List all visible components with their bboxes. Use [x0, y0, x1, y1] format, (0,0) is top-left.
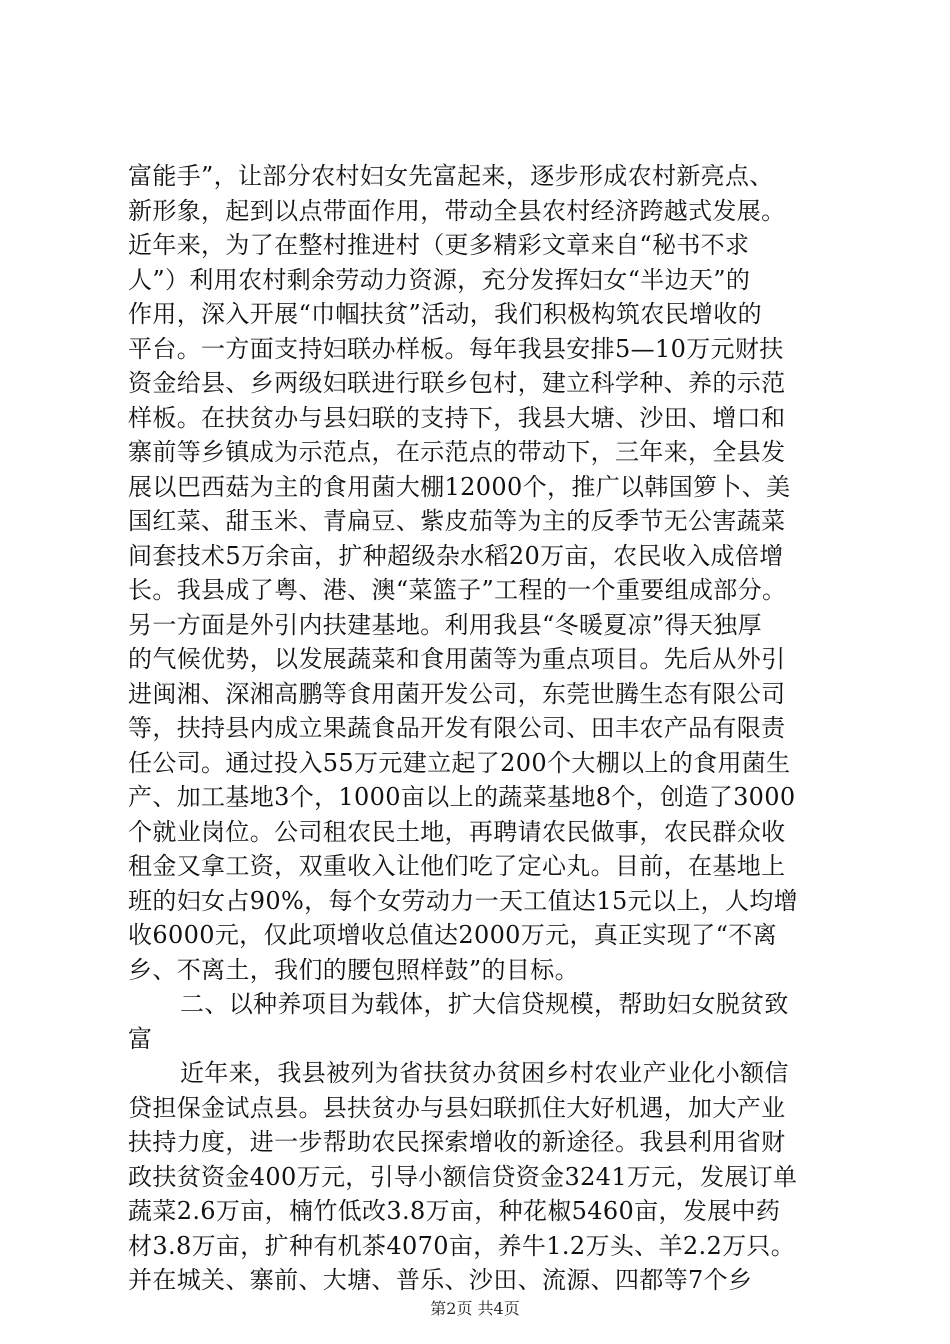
text-line: 样板。在扶贫办与县妇联的支持下，我县大塘、沙田、增口和	[128, 403, 786, 432]
text-line: 并在城关、寨前、大塘、普乐、沙田、流源、四都等7个乡	[128, 1266, 753, 1294]
text-line: 近年来，我县被列为省扶贫办贫困乡村农业产业化小额信	[180, 1059, 789, 1087]
text-line: 乡、不离土，我们的腰包照样鼓”的目标。	[128, 955, 579, 984]
text-line: 个就业岗位。公司租农民土地，再聘请农民做事，农民群众收	[128, 817, 786, 846]
text-line: 贷担保金试点县。县扶贫办与县妇联抓住大好机遇，加大产业	[128, 1093, 786, 1122]
text-line: 平台。一方面支持妇联办样板。每年我县安排5—10万元财扶	[128, 334, 784, 363]
text-line: 材3.8万亩，扩种有机茶4070亩，养牛1.2万头、羊2.2万只。	[128, 1231, 796, 1260]
text-line: 资金给县、乡两级妇联进行联乡包村，建立科学种、养的示范	[128, 369, 786, 397]
text-line: 作用，深入开展“巾帼扶贫”活动，我们积极构筑农民增收的	[128, 300, 762, 328]
text-line: 政扶贫资金400万元，引导小额信贷资金3241万元，发展订单	[128, 1162, 798, 1191]
text-line: 长。我县成了粤、港、澳“菜篮子”工程的一个重要组成部分。	[128, 576, 787, 604]
text-line: 展以巴西菇为主的食用菌大棚12000个，推广以韩国箩卜、美	[128, 472, 791, 501]
text-line: 班的妇女占90%，每个女劳动力一天工值达15元以上，人均增	[128, 886, 799, 915]
text-line: 进闽湘、深湘高鹏等食用菌开发公司，东莞世腾生态有限公司	[128, 679, 786, 708]
text-line: 国红菜、甜玉米、青扁豆、紫皮茄等为主的反季节无公害蔬菜	[128, 507, 786, 535]
text-line: 任公司。通过投入55万元建立起了200个大棚以上的食用菌生	[128, 748, 791, 777]
text-line: 等，扶持县内成立果蔬食品开发有限公司、田丰农产品有限责	[128, 714, 786, 742]
text-line: 蔬菜2.6万亩，楠竹低改3.8万亩，种花椒5460亩，发展中药	[128, 1197, 781, 1225]
page-footer	[0, 1299, 950, 1319]
text-line: 的气候优势，以发展蔬菜和食用菌等为重点项目。先后从外引	[128, 645, 786, 673]
text-line: 另一方面是外引内扶建基地。利用我县“冬暖夏凉”得天独厚	[128, 610, 762, 639]
text-line: 扶持力度，进一步帮助农民探索增收的新途径。我县利用省财	[128, 1128, 786, 1156]
text-line: 新形象，起到以点带面作用，带动全县农村经济跨越式发展。	[128, 196, 786, 225]
text-line: 近年来，为了在整村推进村（更多精彩文章来自“秘书不求	[128, 231, 750, 259]
text-line: 寨前等乡镇成为示范点，在示范点的带动下，三年来，全县发	[128, 438, 786, 466]
text-line: 产、加工基地3个，1000亩以上的蔬菜基地8个，创造了3000	[128, 783, 796, 811]
body-text	[128, 159, 838, 1298]
section-heading-continued: 富	[128, 1024, 153, 1053]
text-line: 人”）利用农村剩余劳动力资源，充分发挥妇女“半边天”的	[128, 265, 751, 294]
text-line: 富能手”，让部分农村妇女先富起来，逐步形成农村新亮点、	[128, 162, 774, 190]
text-line: 间套技术5万余亩，扩种超级杂水稻20万亩，农民收入成倍增	[128, 541, 784, 570]
text-line: 租金又拿工资，双重收入让他们吃了定心丸。目前，在基地上	[128, 852, 786, 880]
page-number-label: 第2页 共4页	[430, 1299, 520, 1318]
section-heading: 二、以种养项目为载体，扩大信贷规模，帮助妇女脱贫致	[180, 990, 789, 1018]
text-line: 收6000元，仅此项增收总值达2000万元，真正实现了“不离	[128, 921, 777, 949]
